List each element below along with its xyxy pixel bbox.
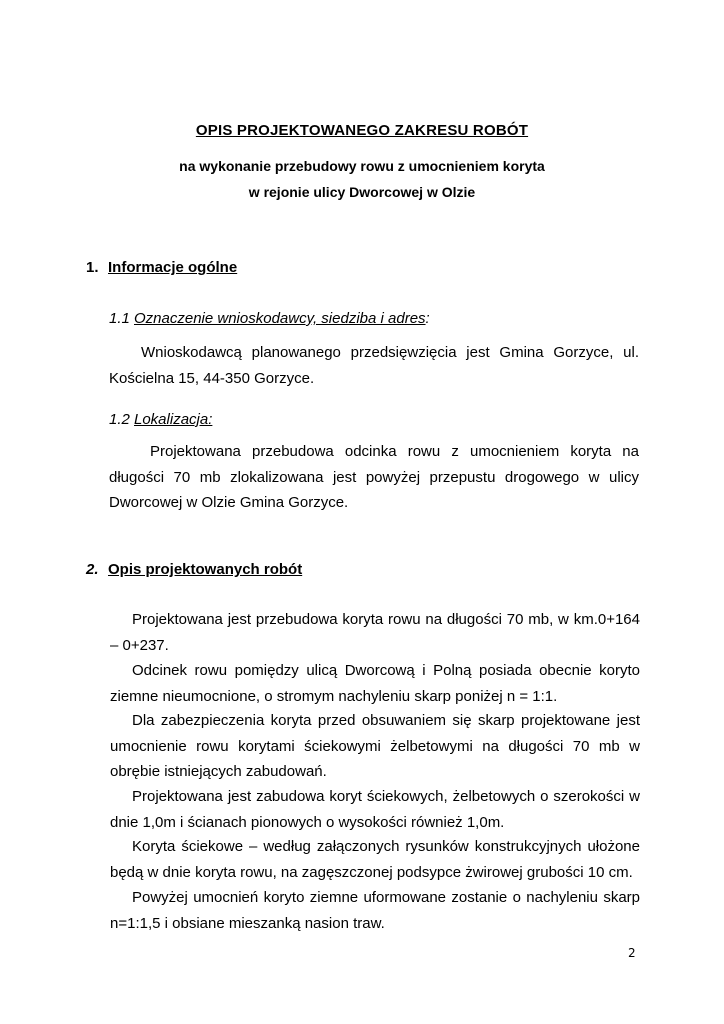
document-subtitle-line1: na wykonanie przebudowy rowu z umocnieniem koryta xyxy=(179,158,545,174)
section-2-paragraph-3: Dla zabezpieczenia koryta przed obsuwaniem się skarp projektowane jest umocnienie rowu korytami ściekowymi żelbetowymi na długości 70 mb w obrębie istniejących zabudowań. xyxy=(110,712,640,780)
section-2-heading xyxy=(86,561,302,578)
subsection-1-1-title: Oznaczenie wnioskodawcy, siedziba i adres xyxy=(134,310,426,327)
section-1-heading xyxy=(86,259,237,276)
section-1-number: 1. xyxy=(86,259,99,276)
subsection-1-1-heading xyxy=(109,310,430,327)
section-2-paragraph-6: Powyżej umocnień koryto ziemne uformowane zostanie o nachyleniu skarp n=1:1,5 i obsiane mieszanką nasion traw. xyxy=(110,889,640,932)
section-2-number: 2. xyxy=(86,561,99,578)
document-title: OPIS PROJEKTOWANEGO ZAKRESU ROBÓT xyxy=(195,122,529,139)
section-2-paragraph-2: Odcinek rowu pomiędzy ulicą Dworcową i Polną posiada obecnie koryto ziemne nieumocnione, o stromym nachyleniu skarp poniżej n = 1:1. xyxy=(110,662,640,705)
page-number: 2 xyxy=(628,946,636,960)
section-2-title: Opis projektowanych robót xyxy=(108,561,303,578)
subsection-1-2-title: Lokalizacja: xyxy=(134,411,213,428)
subsection-1-1-text: Wnioskodawcą planowanego przedsięwzięcia jest Gmina Gorzyce, ul. Kościelna 15, 44-350 Gorzyce. xyxy=(109,344,639,387)
section-1-title: Informacje ogólne xyxy=(108,259,238,276)
document-subtitle-line2: w rejonie ulicy Dworcowej w Olzie xyxy=(248,184,476,200)
subsection-1-2-number: 1.2 xyxy=(109,411,130,428)
section-2-paragraph-1: Projektowana jest przebudowa koryta rowu na długości 70 mb, w km.0+164 – 0+237. xyxy=(110,611,640,654)
subsection-1-1-colon: : xyxy=(425,310,430,327)
subsection-1-2-heading xyxy=(109,411,212,428)
subsection-1-1-number: 1.1 xyxy=(109,310,130,327)
subsection-1-2-text: Projektowana przebudowa odcinka rowu z umocnieniem koryta na długości 70 mb zlokalizowana jest powyżej przepustu drogowego w ulicy Dworcowej w Olzie Gmina Gorzyce. xyxy=(109,443,639,511)
section-2-paragraph-5: Koryta ściekowe – według załączonych rysunków konstrukcyjnych ułożone będą w dnie koryta rowu, na zagęszczonej podsypce żwirowej grubości 10 cm. xyxy=(110,838,640,881)
section-2-paragraph-4: Projektowana jest zabudowa koryt ściekowych, żelbetowych o szerokości w dnie 1,0m i ścianach pionowych o wysokości również 1,0m. xyxy=(110,788,640,831)
